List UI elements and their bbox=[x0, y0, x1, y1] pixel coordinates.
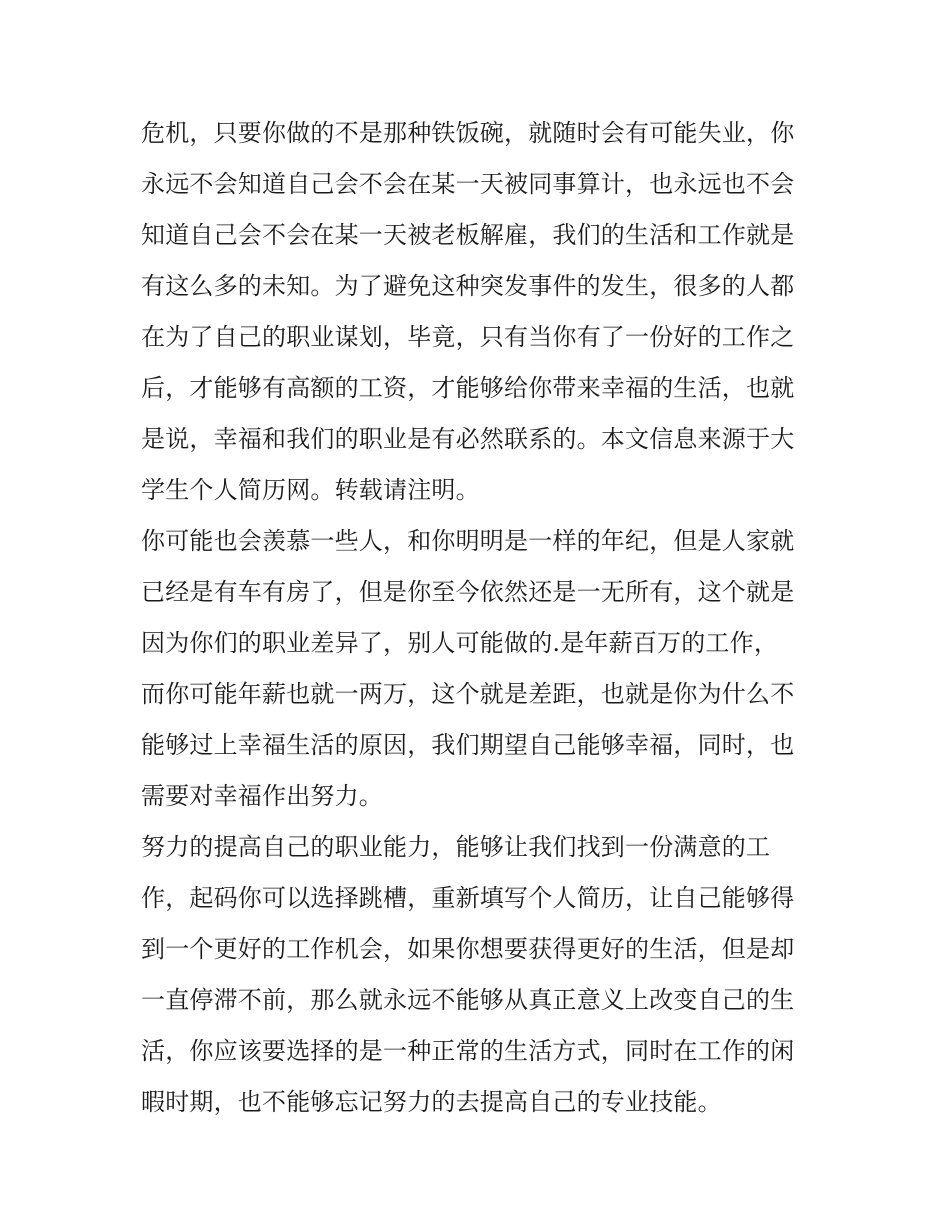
text-line: 是说，幸福和我们的职业是有必然联系的。本文信息来源于大 bbox=[141, 425, 795, 453]
document-body bbox=[141, 108, 821, 1128]
paragraph-3 bbox=[141, 822, 821, 1128]
text-line: 后，才能够有高额的工资，才能够给你带来幸福的生活，也就 bbox=[141, 374, 795, 402]
text-line: 作，起码你可以选择跳槽，重新填写个人简历，让自己能够得 bbox=[141, 884, 795, 912]
text-line: 永远不会知道自己会不会在某一天被同事算计，也永远也不会 bbox=[141, 170, 795, 198]
text-line: 能够过上幸福生活的原因，我们期望自己能够幸福，同时，也 bbox=[141, 731, 795, 759]
text-line: 有这么多的未知。为了避免这种突发事件的发生，很多的人都 bbox=[141, 272, 795, 300]
text-line: 到一个更好的工作机会，如果你想要获得更好的生活，但是却 bbox=[141, 935, 795, 963]
text-line: 一直停滞不前，那么就永远不能够从真正意义上改变自己的生 bbox=[141, 986, 795, 1014]
text-line: 活，你应该要选择的是一种正常的生活方式，同时在工作的闲 bbox=[141, 1037, 795, 1065]
text-line: 因为你们的职业差异了，别人可能做的.是年薪百万的工作， bbox=[141, 629, 779, 657]
text-line: 需要对幸福作出努力。 bbox=[141, 782, 383, 810]
text-line: 你可能也会羡慕一些人，和你明明是一样的年纪，但是人家就 bbox=[141, 527, 795, 555]
text-line: 努力的提高自己的职业能力，能够让我们找到一份满意的工 bbox=[141, 833, 771, 861]
paragraph-2 bbox=[141, 516, 821, 822]
text-line: 学生个人简历网。转载请注明。 bbox=[141, 476, 480, 504]
text-line: 危机，只要你做的不是那种铁饭碗，就随时会有可能失业，你 bbox=[141, 119, 795, 147]
text-line: 暇时期，也不能够忘记努力的去提高自己的专业技能。 bbox=[141, 1088, 722, 1116]
paragraph-1 bbox=[141, 108, 821, 516]
text-line: 知道自己会不会在某一天被老板解雇，我们的生活和工作就是 bbox=[141, 221, 795, 249]
text-line: 已经是有车有房了，但是你至今依然还是一无所有，这个就是 bbox=[141, 578, 795, 606]
text-line: 而你可能年薪也就一两万，这个就是差距，也就是你为什么不 bbox=[141, 680, 795, 708]
text-line: 在为了自己的职业谋划，毕竟，只有当你有了一份好的工作之 bbox=[141, 323, 795, 351]
